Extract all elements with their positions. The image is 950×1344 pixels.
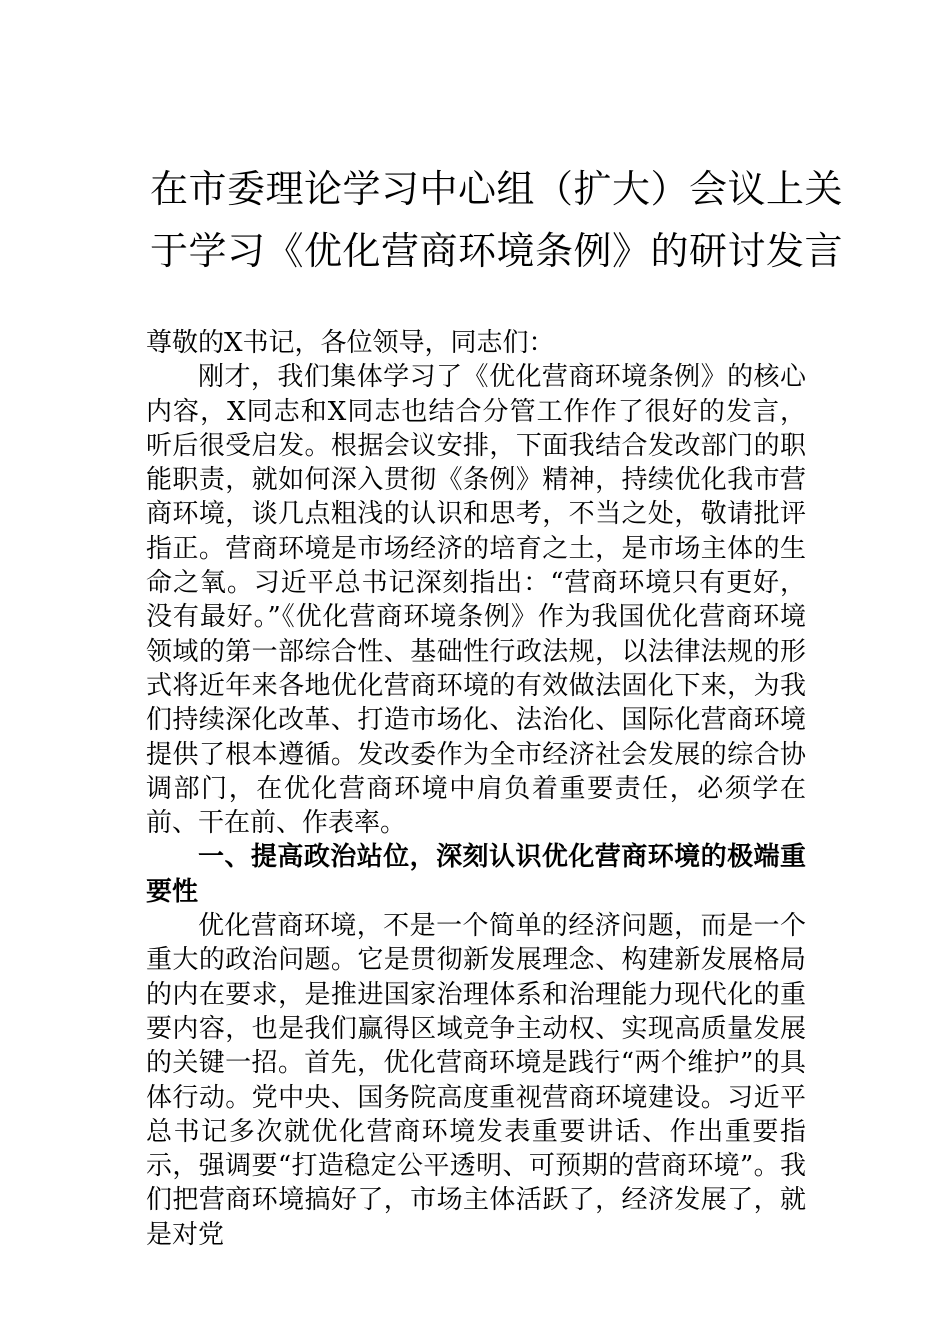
title-line-1: 在市委理论学习中心组（扩大）会议上关 [150,167,844,211]
document-title [150,158,844,282]
paragraph-section-1: 优化营商环境，不是一个简单的经济问题，而是一个重大的政治问题。它是贯彻新发展理念、构建新发展格局的内在要求，是推进国家治理体系和治理能力现代化的重要内容，也是我们赢得区域竞争主动权、实现高质量发展的关键一招。首先，优化营商环境是践行“两个维护”的具体行动。党中央、国务院高度重视营商环境建设。习近平总书记多次就优化营商环境发表重要讲话、作出重要指示，强调要“打造稳定公平透明、可预期的营商环境”。我们把营商环境搞好了，市场主体活跃了，经济发展了，就是对党 [146,911,806,1250]
document-body [146,326,806,1252]
section-heading-1: 一、提高政治站位，深刻认识优化营商环境的极端重要性 [146,842,806,907]
paragraph-opening: 刚才，我们集体学习了《优化营商环境条例》的核心内容，X同志和X同志也结合分管工作作了很好的发言，听后很受启发。根据会议安排，下面我结合发改部门的职能职责，就如何深入贯彻《条例》精神，持续优化我市营商环境，谈几点粗浅的认识和思考，不当之处，敬请批评指正。营商环境是市场经济的培育之土，是市场主体的生命之氧。习近平总书记深刻指出：“营商环境只有更好，没有最好。”《优化营商环境条例》作为我国优化营商环境领域的第一部综合性、基础性行政法规，以法律法规的形式将近年来各地优化营商环境的有效做法固化下来，为我们持续深化改革、打造市场化、法治化、国际化营商环境提供了根本遵循。发改委作为全市经济社会发展的综合协调部门，在优化营商环境中肩负着重要责任，必须学在前、干在前、作表率。 [146,362,806,839]
salutation: 尊敬的X书记，各位领导，同志们： [146,328,555,358]
title-line-2: 于学习《优化营商环境条例》的研讨发言 [150,229,844,273]
